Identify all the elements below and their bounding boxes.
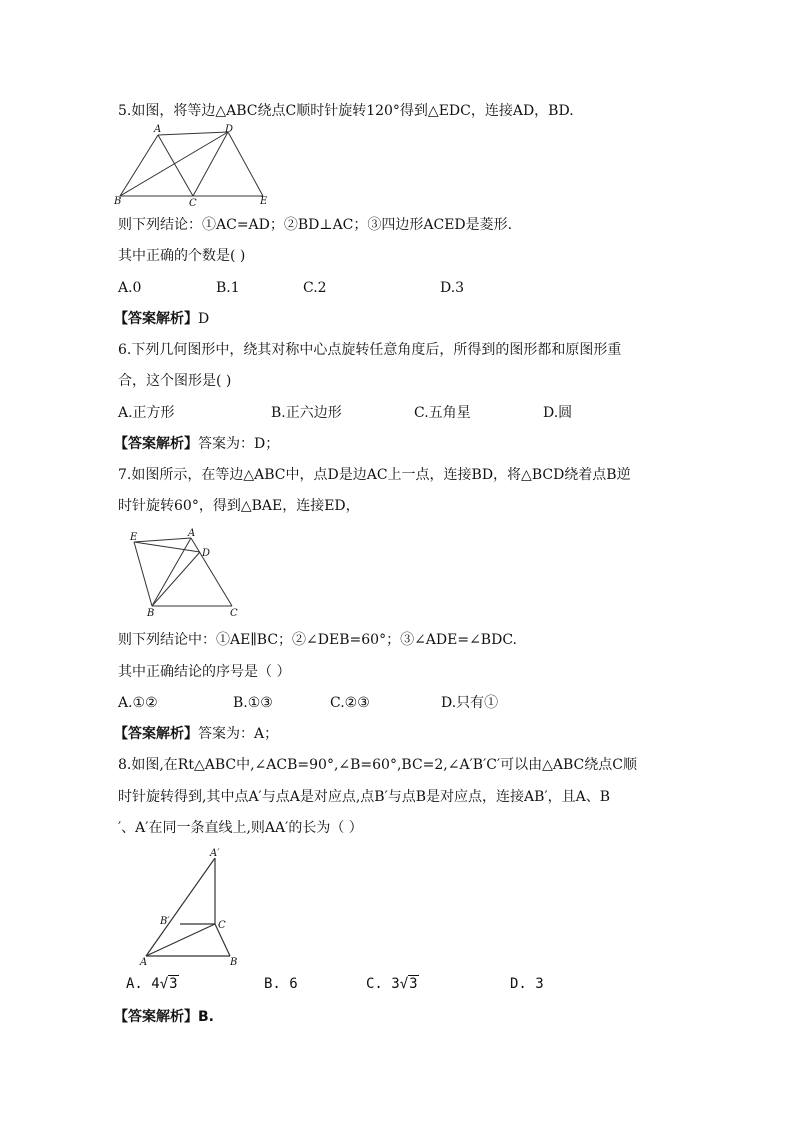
q8-label-A: A <box>140 957 148 968</box>
q7-ask: 其中正确结论的序号是（ ） <box>118 664 291 680</box>
q7-label-B: B <box>147 608 155 619</box>
sqrt-symbol: √ <box>159 976 169 992</box>
q5-stem: 5.如图，将等边△ABC绕点C顺时针旋转120°得到△EDC，连接AD，BD. <box>118 103 574 119</box>
option-coef: 6 <box>289 976 298 992</box>
q8-label-B-prime: B′ <box>160 916 170 927</box>
sqrt-symbol: √ <box>399 976 409 992</box>
q7-option-d: D.只有① <box>441 695 499 711</box>
answer-text: B. <box>198 1009 214 1025</box>
option-label: B. <box>264 976 281 992</box>
answer-text: 答案为：D； <box>198 436 280 452</box>
q8-option-a <box>126 974 179 994</box>
q5-option-c: C.2 <box>303 280 327 296</box>
answer-label: 【答案解析】 <box>114 436 198 452</box>
answer-label: 【答案解析】 <box>114 1009 198 1025</box>
q7-option-a: A.①② <box>118 695 158 711</box>
q5-option-d: D.3 <box>440 280 465 296</box>
q8-option-d <box>510 974 544 994</box>
q5-figure <box>114 124 278 209</box>
q8-label-B: B <box>230 957 238 968</box>
q7-option-b: B.①③ <box>233 695 273 711</box>
answer-text: 答案为：A； <box>198 726 279 742</box>
q5-label-C: C <box>189 198 197 209</box>
answer-label: 【答案解析】 <box>114 311 198 327</box>
q8-stem-line1: 8.如图,在Rt△ABC中,∠ACB=90°,∠B=60°,BC=2,∠A′B′C′可以由△ABC绕点C顺 <box>118 757 637 773</box>
q6-stem-line1: 6.下列几何图形中，绕其对称中心点旋转任意角度后，所得到的图形都和原图形重 <box>118 342 622 358</box>
q5-conclusions: 则下列结论：①AC=AD；②BD⊥AC；③四边形ACED是菱形. <box>118 217 513 233</box>
q8-figure <box>140 848 250 968</box>
option-label: D. <box>510 976 527 992</box>
q8-stem-line3: ′、A′在同一条直线上,则AA′的长为（ ） <box>118 820 363 836</box>
q5-option-b: B.1 <box>216 280 240 296</box>
q8-label-A-prime: A′ <box>210 848 220 859</box>
option-label: A. <box>126 976 143 992</box>
q6-option-a: A.正方形 <box>118 405 175 421</box>
q6-option-b: B.正六边形 <box>271 405 342 421</box>
q5-label-D: D <box>225 124 234 135</box>
q5-option-a: A.0 <box>118 280 142 296</box>
option-radicand: 3 <box>409 976 418 992</box>
q7-label-E: E <box>130 532 138 543</box>
q5-label-A: A <box>154 124 162 135</box>
q7-label-D: D <box>202 548 211 559</box>
q8-answer <box>114 1007 214 1027</box>
q7-conclusions: 则下列结论中：①AE∥BC；②∠DEB=60°；③∠ADE=∠BDC. <box>118 632 517 648</box>
option-coef: 3 <box>535 976 544 992</box>
q5-label-B: B <box>114 196 122 207</box>
answer-label: 【答案解析】 <box>114 726 198 742</box>
q8-option-b <box>264 974 298 994</box>
q5-ask: 其中正确的个数是( ) <box>118 248 246 264</box>
option-coef: 4 <box>151 976 160 992</box>
q8-option-c <box>366 974 419 994</box>
q8-stem-line2: 时针旋转得到,其中点A′与点A是对应点,点B′与点B是对应点，连接AB′，且A、B <box>118 789 611 805</box>
answer-text: D <box>198 311 210 327</box>
q7-option-c: C.②③ <box>330 695 370 711</box>
q6-option-d: D.圆 <box>543 405 573 421</box>
option-coef: 3 <box>391 976 400 992</box>
q5-label-E: E <box>260 196 268 207</box>
q7-stem-line2: 时针旋转60°，得到△BAE，连接ED， <box>118 498 360 514</box>
q7-label-A: A <box>188 528 196 539</box>
q6-answer <box>114 434 279 454</box>
q7-label-C: C <box>230 608 238 619</box>
q7-stem-line1: 7.如图所示，在等边△ABC中，点D是边AC上一点，连接BD，将△BCD绕着点B逆 <box>118 467 631 483</box>
option-radicand: 3 <box>169 976 178 992</box>
q8-label-C: C <box>218 920 226 931</box>
q5-answer <box>114 309 209 329</box>
q7-figure <box>128 528 258 622</box>
q6-stem-line2: 合，这个图形是( ) <box>118 373 232 389</box>
q7-answer <box>114 724 278 744</box>
q6-option-c: C.五角星 <box>414 405 471 421</box>
option-label: C. <box>366 976 383 992</box>
